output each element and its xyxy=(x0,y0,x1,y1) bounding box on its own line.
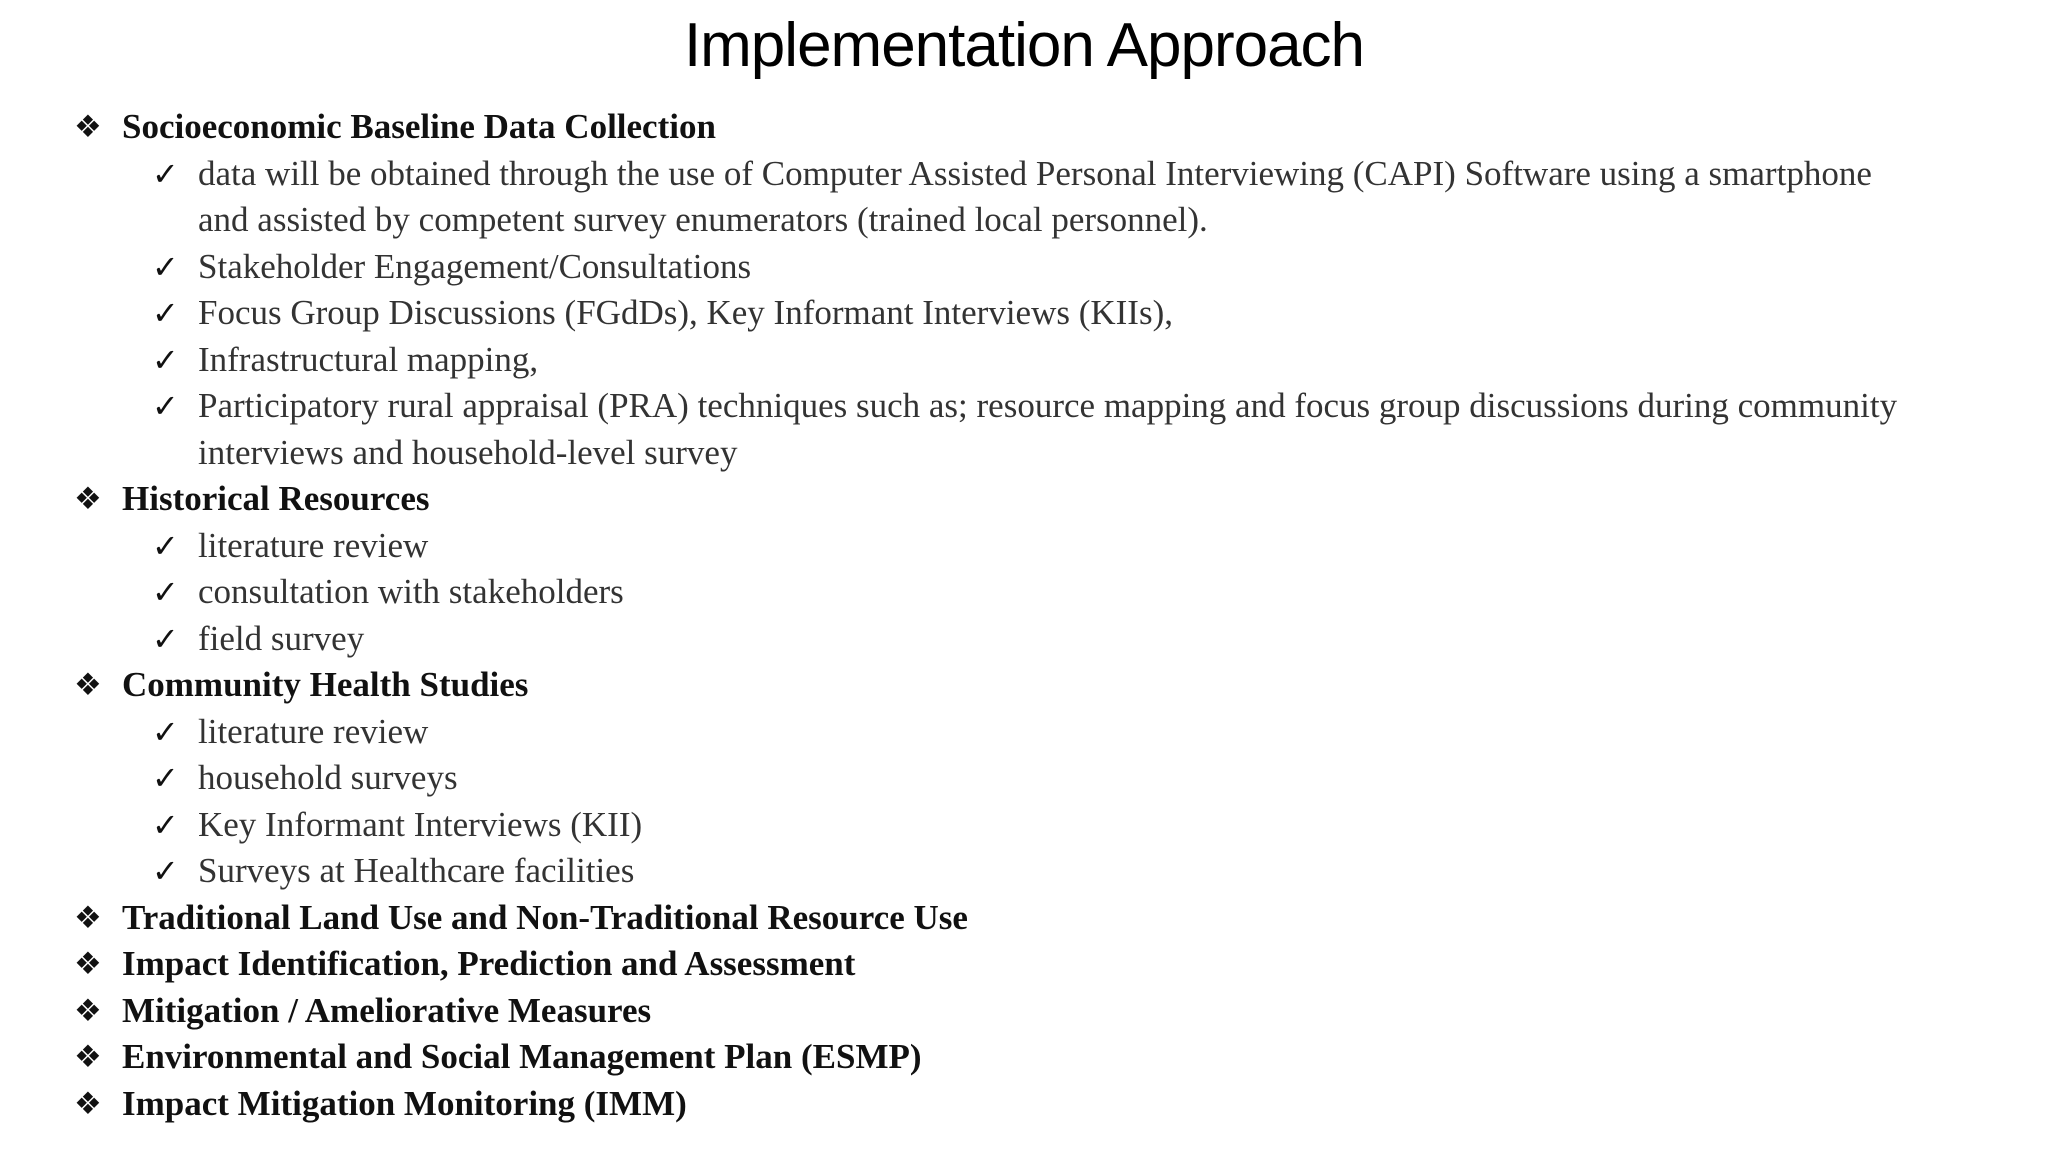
section-heading-text: Community Health Studies xyxy=(122,665,529,704)
section-heading-text: Impact Identification, Prediction and Assessment xyxy=(122,944,856,983)
list-item-text: Key Informant Interviews (KII) xyxy=(198,804,643,844)
list-item xyxy=(74,755,1918,802)
section-heading-text: Socioeconomic Baseline Data Collection xyxy=(122,107,716,146)
list-item xyxy=(74,244,1918,291)
section-heading xyxy=(74,1034,1974,1081)
list-item xyxy=(74,802,1918,849)
diamond-bullet-icon: ❖ xyxy=(74,667,102,702)
diamond-bullet-icon: ❖ xyxy=(74,946,102,981)
diamond-bullet-icon: ❖ xyxy=(74,899,102,935)
section-heading-text: Traditional Land Use and Non-Traditional Resource Use xyxy=(122,897,968,937)
checkmark-icon: ✓ xyxy=(152,619,179,658)
list-item-text: consultation with stakeholders xyxy=(198,572,624,611)
section-heading xyxy=(74,662,1974,709)
checkmark-icon: ✓ xyxy=(152,154,179,193)
section-heading xyxy=(74,988,1974,1035)
section-heading-text: Mitigation / Ameliorative Measures xyxy=(122,990,652,1030)
list-item-text: Stakeholder Engagement/Consultations xyxy=(198,246,752,286)
section-heading-text: Historical Resources xyxy=(122,479,430,518)
section-heading xyxy=(74,895,1974,942)
list-item xyxy=(74,151,1918,244)
list-item xyxy=(74,290,1918,337)
section-heading xyxy=(74,941,1974,988)
list-item-text: Focus Group Discussions (FGdDs), Key Informant Interviews (KIIs), xyxy=(198,293,1173,332)
section-heading xyxy=(74,1081,1974,1128)
list-item-text: household surveys xyxy=(198,758,458,797)
section-heading-text: Environmental and Social Management Plan (ESMP) xyxy=(122,1037,922,1076)
section-heading xyxy=(74,104,1974,151)
list-item xyxy=(74,523,1918,570)
checkmark-icon: ✓ xyxy=(152,759,179,797)
diamond-bullet-icon: ❖ xyxy=(74,109,102,144)
sub-item-list xyxy=(74,151,1974,477)
list-item-text: literature review xyxy=(198,711,429,751)
checkmark-icon: ✓ xyxy=(152,294,179,332)
list-item-text: literature review xyxy=(198,525,429,565)
checkmark-icon: ✓ xyxy=(152,805,179,844)
list-item xyxy=(74,616,1918,663)
list-item xyxy=(74,848,1918,895)
sub-item-list xyxy=(74,523,1974,663)
list-item-text: field survey xyxy=(198,618,365,658)
list-item xyxy=(74,383,1918,476)
list-item xyxy=(74,569,1918,616)
checkmark-icon: ✓ xyxy=(152,712,179,751)
diamond-bullet-icon: ❖ xyxy=(74,1039,102,1074)
diamond-bullet-icon: ❖ xyxy=(74,992,102,1028)
slide-content xyxy=(74,104,1974,1127)
checkmark-icon: ✓ xyxy=(152,387,179,425)
list-item-text: Surveys at Healthcare facilities xyxy=(198,851,635,890)
section-heading-text: Impact Mitigation Monitoring (IMM) xyxy=(122,1083,687,1123)
list-item xyxy=(74,337,1918,384)
checkmark-icon: ✓ xyxy=(152,247,179,286)
checkmark-icon: ✓ xyxy=(152,526,179,565)
list-item-text: data will be obtained through the use of Computer Assisted Personal Interviewing (CAPI) Software using a smartphone and assisted by competent survey enumerators (trained local personnel). xyxy=(198,153,1872,239)
list-item-text: Participatory rural appraisal (PRA) techniques such as; resource mapping and focus group discussions during community interviews and household-level survey xyxy=(198,386,1898,472)
diamond-bullet-icon: ❖ xyxy=(74,481,102,516)
sub-item-list xyxy=(74,709,1974,895)
list-item xyxy=(74,709,1918,756)
checkmark-icon: ✓ xyxy=(152,340,179,379)
checkmark-icon: ✓ xyxy=(152,573,179,611)
slide-title: Implementation Approach xyxy=(683,11,1365,80)
section-heading xyxy=(74,476,1974,523)
checkmark-icon: ✓ xyxy=(152,852,179,890)
diamond-bullet-icon: ❖ xyxy=(74,1085,102,1121)
list-item-text: Infrastructural mapping, xyxy=(198,339,539,379)
